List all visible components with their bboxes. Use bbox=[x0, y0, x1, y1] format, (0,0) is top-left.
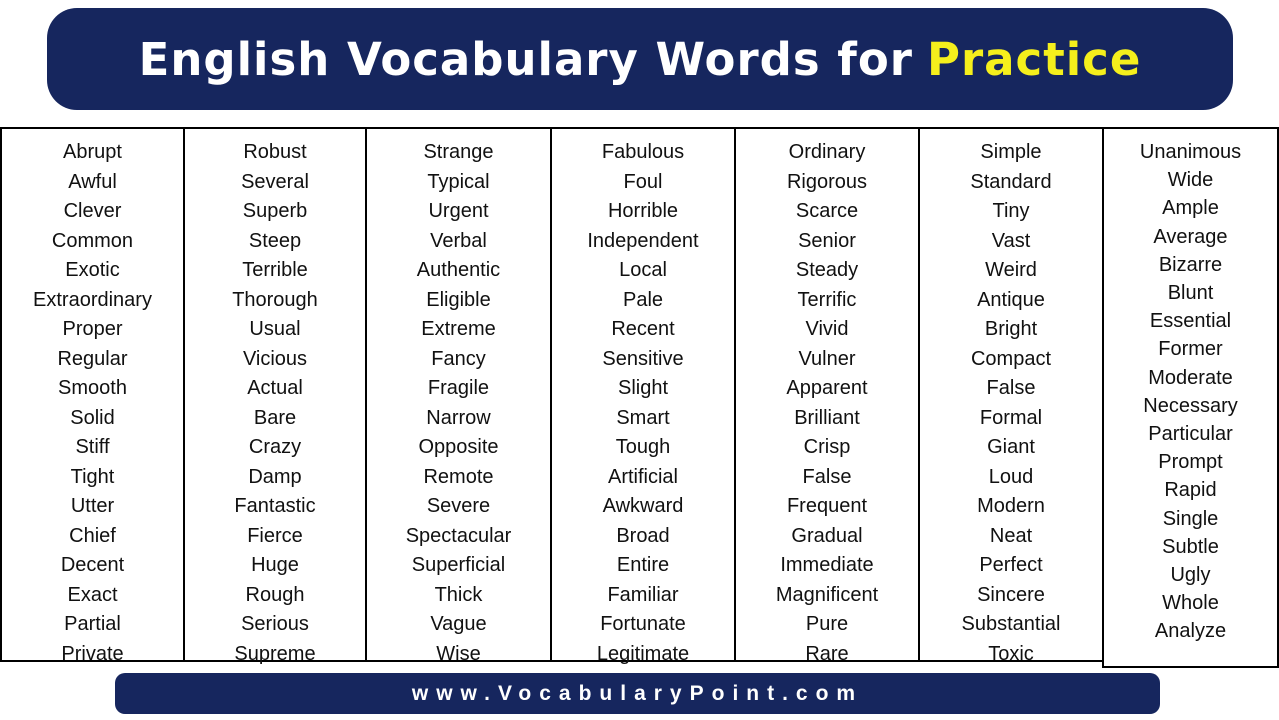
word: Rigorous bbox=[786, 170, 868, 193]
word: Legitimate bbox=[596, 642, 690, 665]
word: Actual bbox=[247, 377, 303, 399]
vocabulary-table bbox=[0, 127, 1279, 668]
word: False bbox=[986, 377, 1036, 399]
word: Bizarre bbox=[1158, 253, 1223, 276]
word: Frequent bbox=[786, 495, 868, 517]
word: Smart bbox=[616, 406, 670, 429]
word: Gradual bbox=[791, 524, 863, 547]
word: Typical bbox=[427, 170, 490, 193]
word: Vague bbox=[430, 613, 487, 635]
word: Fortunate bbox=[600, 613, 686, 635]
word: Recent bbox=[611, 318, 675, 340]
word: Proper bbox=[62, 318, 123, 340]
word: Wide bbox=[1167, 169, 1214, 192]
word: Blunt bbox=[1167, 282, 1214, 305]
word: Formal bbox=[979, 406, 1043, 429]
word: False bbox=[802, 465, 852, 488]
word: Rare bbox=[805, 642, 849, 665]
word: Thick bbox=[434, 583, 483, 606]
word: Pale bbox=[622, 288, 664, 311]
word: Analyze bbox=[1154, 620, 1227, 643]
word: Stiff bbox=[75, 436, 110, 458]
word: Solid bbox=[70, 406, 115, 429]
header-banner bbox=[47, 8, 1233, 110]
word: Authentic bbox=[416, 259, 501, 281]
word: Terrific bbox=[797, 288, 857, 311]
word: Rapid bbox=[1164, 479, 1217, 502]
word: Prompt bbox=[1158, 451, 1223, 474]
word: Tiny bbox=[992, 200, 1030, 222]
word: Bright bbox=[984, 318, 1038, 340]
word: Immediate bbox=[780, 554, 874, 576]
word: Antique bbox=[977, 288, 1045, 311]
word: Damp bbox=[248, 465, 302, 488]
word: Urgent bbox=[428, 200, 489, 222]
word: Simple bbox=[980, 141, 1042, 163]
word: Robust bbox=[243, 141, 307, 163]
word: Tough bbox=[615, 436, 671, 458]
word: Unanimous bbox=[1139, 141, 1242, 163]
page-title: English Vocabulary Words for bbox=[138, 32, 913, 86]
word: Smooth bbox=[58, 377, 127, 399]
word: Usual bbox=[249, 318, 301, 340]
word-column-6 bbox=[918, 127, 1104, 665]
word: Sensitive bbox=[602, 347, 684, 370]
word: Vulner bbox=[798, 347, 856, 370]
word-column-4 bbox=[550, 127, 736, 665]
word: Magnificent bbox=[775, 583, 879, 606]
word: Broad bbox=[616, 524, 670, 547]
word: Ugly bbox=[1170, 564, 1211, 587]
word: Ample bbox=[1162, 197, 1219, 220]
word: Awkward bbox=[602, 495, 684, 517]
word: Clever bbox=[63, 200, 122, 222]
word: Vicious bbox=[242, 347, 308, 370]
word: Thorough bbox=[232, 288, 318, 311]
website-url: www.VocabularyPoint.com bbox=[411, 681, 864, 705]
word-column-7 bbox=[1102, 127, 1279, 668]
word: Horrible bbox=[607, 200, 679, 222]
word: Entire bbox=[616, 554, 670, 576]
word: Several bbox=[241, 170, 309, 193]
word: Modern bbox=[977, 495, 1045, 517]
word: Bare bbox=[253, 406, 297, 429]
word: Vast bbox=[991, 229, 1031, 252]
word: Crisp bbox=[803, 436, 851, 458]
word: Severe bbox=[426, 495, 491, 517]
word: Foul bbox=[623, 170, 663, 193]
word: Perfect bbox=[979, 554, 1043, 576]
word: Steep bbox=[248, 229, 302, 252]
word: Narrow bbox=[426, 406, 491, 429]
word: Fantastic bbox=[234, 495, 316, 517]
word: Supreme bbox=[234, 642, 316, 665]
word: Necessary bbox=[1143, 394, 1238, 417]
word: Common bbox=[51, 229, 134, 252]
word: Toxic bbox=[988, 642, 1034, 665]
word: Independent bbox=[587, 229, 699, 252]
word: Awful bbox=[68, 170, 117, 193]
word: Steady bbox=[795, 259, 859, 281]
word: Essential bbox=[1149, 310, 1232, 333]
word: Single bbox=[1162, 507, 1219, 530]
word: Superb bbox=[242, 200, 308, 222]
word: Artificial bbox=[607, 465, 678, 488]
word: Extreme bbox=[421, 318, 496, 340]
word: Pure bbox=[805, 613, 849, 635]
word: Vivid bbox=[805, 318, 849, 340]
word: Crazy bbox=[248, 436, 302, 458]
word: Apparent bbox=[786, 377, 868, 399]
word: Former bbox=[1158, 338, 1223, 361]
word: Serious bbox=[241, 613, 309, 635]
word-column-3 bbox=[365, 127, 552, 665]
word: Chief bbox=[69, 524, 116, 547]
word: Subtle bbox=[1162, 535, 1219, 558]
word: Standard bbox=[970, 170, 1052, 193]
word: Abrupt bbox=[63, 141, 122, 163]
word: Fabulous bbox=[601, 141, 685, 163]
word: Giant bbox=[987, 436, 1035, 458]
word: Particular bbox=[1148, 423, 1233, 446]
word: Rough bbox=[245, 583, 305, 606]
word: Sincere bbox=[977, 583, 1045, 606]
word: Substantial bbox=[961, 613, 1061, 635]
word: Brilliant bbox=[794, 406, 860, 429]
word: Neat bbox=[989, 524, 1033, 547]
word: Opposite bbox=[418, 436, 499, 458]
word: Regular bbox=[57, 347, 128, 370]
word: Wise bbox=[436, 642, 481, 665]
word: Fancy bbox=[431, 347, 486, 370]
word: Senior bbox=[798, 229, 856, 252]
word: Superficial bbox=[411, 554, 506, 576]
page-title-accent: Practice bbox=[927, 32, 1142, 86]
word: Eligible bbox=[426, 288, 491, 311]
word: Ordinary bbox=[788, 141, 866, 163]
word: Decent bbox=[60, 554, 125, 576]
word: Partial bbox=[64, 613, 121, 635]
word: Fierce bbox=[247, 524, 303, 547]
word: Private bbox=[61, 642, 124, 665]
word: Compact bbox=[970, 347, 1052, 370]
word: Slight bbox=[617, 377, 669, 399]
word: Fragile bbox=[427, 377, 490, 399]
word-column-5 bbox=[734, 127, 920, 665]
word: Exotic bbox=[65, 259, 120, 281]
word: Whole bbox=[1162, 592, 1219, 615]
word: Average bbox=[1153, 225, 1228, 248]
word: Extraordinary bbox=[33, 288, 152, 311]
word: Familiar bbox=[607, 583, 679, 606]
footer-bar bbox=[115, 673, 1160, 714]
word: Exact bbox=[67, 583, 118, 606]
word: Strange bbox=[423, 141, 494, 163]
word: Huge bbox=[251, 554, 299, 576]
word: Loud bbox=[988, 465, 1034, 488]
word: Weird bbox=[985, 259, 1037, 281]
word: Moderate bbox=[1148, 366, 1233, 389]
word: Tight bbox=[70, 465, 115, 488]
word: Local bbox=[619, 259, 667, 281]
word: Spectacular bbox=[405, 524, 512, 547]
word: Utter bbox=[70, 495, 115, 517]
word: Remote bbox=[423, 465, 494, 488]
word-column-2 bbox=[183, 127, 367, 665]
word-column-1 bbox=[0, 127, 185, 665]
word: Terrible bbox=[242, 259, 308, 281]
word: Scarce bbox=[795, 200, 859, 222]
word: Verbal bbox=[430, 229, 487, 252]
